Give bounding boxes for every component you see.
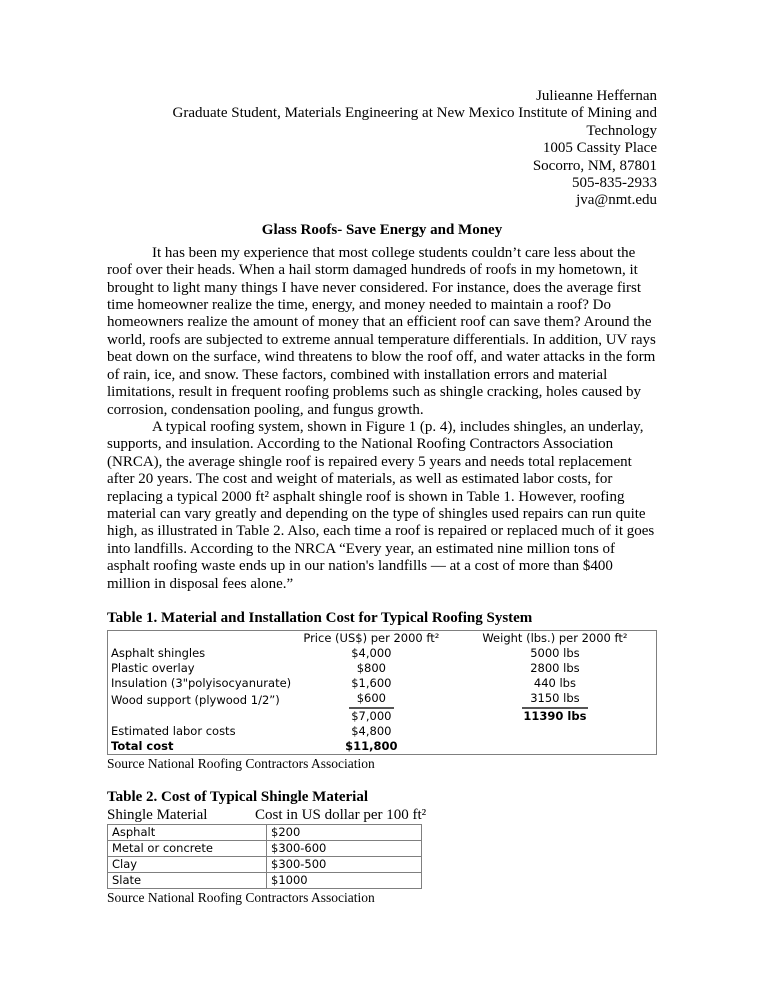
sender-block	[107, 88, 657, 210]
table1-roofing-cost	[107, 630, 657, 755]
table-row	[108, 724, 657, 739]
table1-price: $4,800	[351, 724, 392, 739]
table1-item: Plastic overlay	[111, 661, 195, 676]
table2-material: Metal or concrete	[108, 841, 267, 857]
table1-item	[108, 709, 289, 724]
table-row	[108, 825, 422, 841]
table2-material: Slate	[108, 873, 267, 889]
table2-cost: $300-500	[267, 857, 422, 873]
table2-cost: $1000	[267, 873, 422, 889]
paragraph-roofing-system: A typical roofing system, shown in Figure 1 (p. 4), includes shingles, an underlay, supports, and insulation. According to the National Roofing Contractors Association (NRCA), the average shingle roof is repaired every 5 years and needs total replacement after 20 years. The cost and weight of materials, as well as estimated labor costs, for replacing a typical 2000 ft² asphalt shingle roof is shown in Table 1. However, roofing material can vary greatly and depending on the type of shingles used repairs can run quite high, as illustrated in Table 2. Also, each time a roof is repaired or replaced much of it goes into landfills. According to the NRCA “Every year, an estimated nine million tons of asphalt roofing waste ends up in our nation's landfills — at a cost of more than $400 million in disposal fees alone.”	[107, 418, 655, 592]
table1-item: Wood support (plywood 1/2”)	[111, 692, 280, 707]
table-row-subtotal	[108, 709, 657, 724]
table-row	[108, 691, 657, 709]
table2-cost: $200	[267, 825, 422, 841]
sender-name: Julieanne Heffernan	[536, 88, 657, 104]
table1-total-price: $11,800	[345, 739, 398, 754]
table1-item: Insulation (3"polyisocyanurate)	[111, 676, 292, 691]
table-row-total	[108, 739, 657, 755]
table1-price: $1,600	[351, 676, 392, 691]
table2-header-cost: Cost in US dollar per 100 ft²	[255, 806, 427, 823]
table1-caption: Table 1. Material and Installation Cost for Typical Roofing System	[107, 609, 533, 626]
page-title: Glass Roofs- Save Energy and Money	[261, 221, 503, 238]
table1-price	[289, 691, 454, 709]
table1-item: Estimated labor costs	[111, 724, 236, 739]
table2-header-row	[107, 807, 657, 824]
table2-material: Asphalt	[108, 825, 267, 841]
table-row	[108, 857, 422, 873]
table1-header-price: Price (US$) per 2000 ft²	[303, 631, 440, 646]
table2-material: Clay	[108, 857, 267, 873]
table2-header-material: Shingle Material	[107, 806, 208, 823]
table1-weight: 2800 lbs	[530, 661, 580, 676]
table-row	[108, 841, 422, 857]
table1-weight	[454, 724, 657, 739]
table1-item: Asphalt shingles	[111, 646, 206, 661]
table-row	[108, 646, 657, 661]
table1-price-subtotal: $7,000	[351, 709, 392, 724]
table2-source-note: Source National Roofing Contractors Association	[107, 890, 375, 906]
sender-street: 1005 Cassity Place	[542, 140, 657, 157]
table1-weight	[454, 739, 657, 755]
sum-underline: 3150 lbs	[522, 691, 587, 709]
table1-total-label: Total cost	[111, 739, 174, 754]
sender-role: Graduate Student, Materials Engineering at New Mexico Institute of Mining and Technology	[172, 105, 657, 139]
paragraph-intro: It has been my experience that most college students couldn’t care less about the roof over their heads. When a hail storm damaged hundreds of roofs in my hometown, it brought to light many things I have never considered. For instance, does the average first time homeowner realize the time, energy, and money needed to maintain a roof? Do homeowners realize the amount of money that an efficient roof can save them? Around the world, roofs are subjected to extreme annual temperature differentials. In addition, UV rays beat down on the surface, wind threatens to blow the roof off, and water attacks in the form of rain, ice, and snow. These factors, combined with installation errors and material limitations, result in frequent roofing problems such as shingle cracking, holes caused by corrosion, condensation pooling, and fungus growth.	[107, 244, 656, 418]
table1-price: $800	[356, 661, 386, 676]
table1-weight	[454, 691, 657, 709]
sender-phone: 505-835-2933	[572, 175, 657, 192]
table1-header-weight: Weight (lbs.) per 2000 ft²	[482, 631, 628, 646]
table1-header-row	[108, 631, 657, 647]
table1-weight: 440 lbs	[533, 676, 576, 691]
table1-weight-total: 11390 lbs	[523, 709, 587, 724]
sender-email: jva@nmt.edu	[576, 192, 657, 209]
table2-cost: $300-600	[267, 841, 422, 857]
table2-shingle-cost	[107, 824, 422, 889]
table1-weight: 5000 lbs	[530, 646, 580, 661]
table-row	[108, 873, 422, 889]
table2-caption: Table 2. Cost of Typical Shingle Material	[107, 789, 368, 806]
sender-city: Socorro, NM, 87801	[532, 157, 657, 174]
table1-price: $4,000	[351, 646, 392, 661]
sum-underline: $600	[349, 691, 394, 709]
table1-source-note: Source National Roofing Contractors Association	[107, 756, 375, 772]
table-row	[108, 661, 657, 676]
table-row	[108, 676, 657, 691]
table1-header-item	[108, 631, 289, 647]
